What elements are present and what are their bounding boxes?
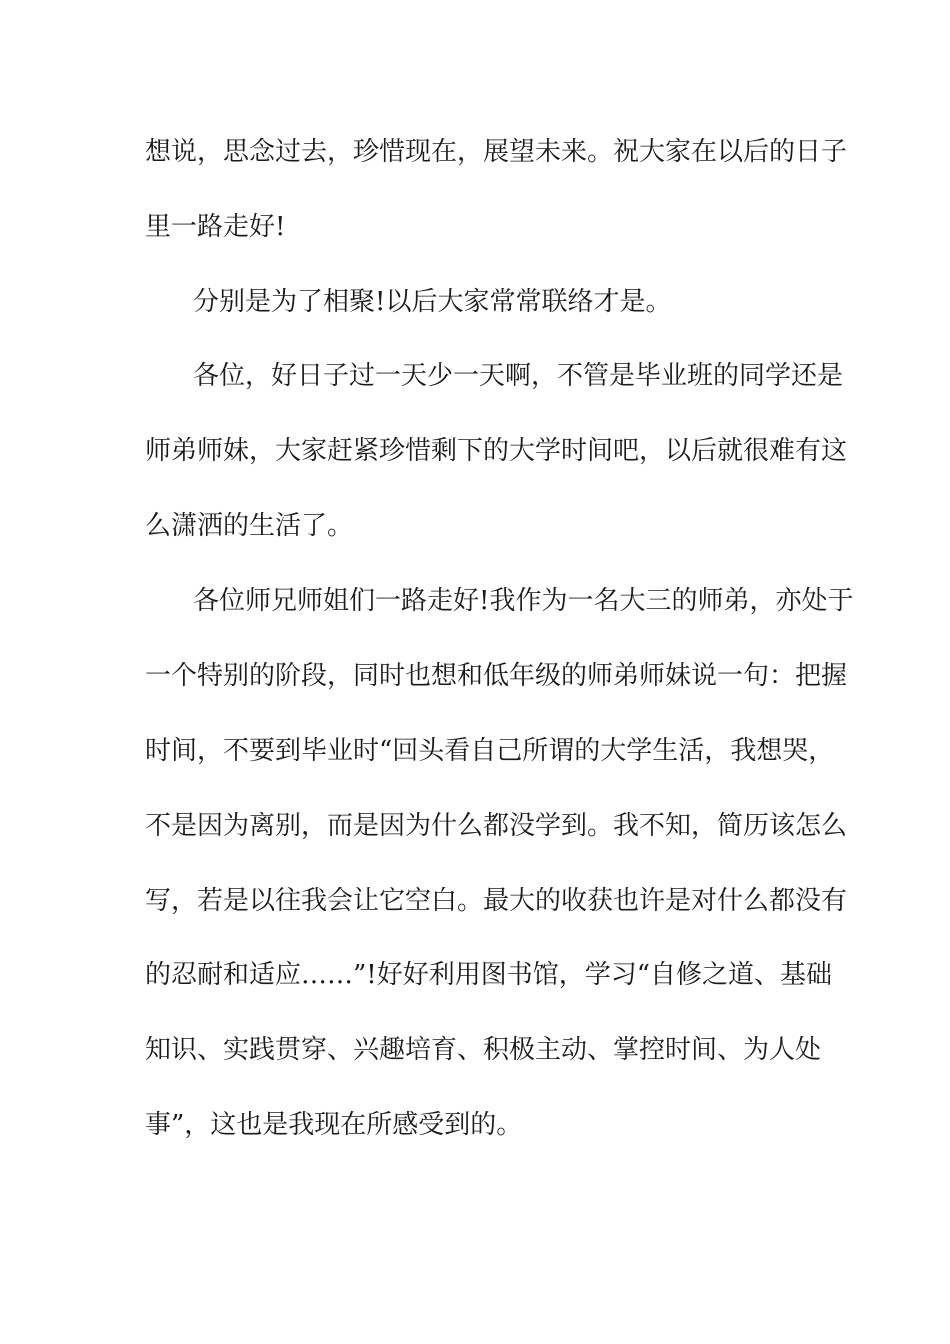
paragraph-first-line: 各位师兄师姐们一路走好!我作为一名大三的师弟，亦处于	[193, 586, 854, 616]
text-line: 么潇洒的生活了。	[145, 511, 354, 541]
text-line: 一个特别的阶段，同时也想和低年级的师弟师妹说一句：把握	[145, 661, 848, 691]
text-line: 时间，不要到毕业时“回头看自己所谓的大学生活，我想哭，	[145, 736, 835, 766]
text-line: 师弟师妹，大家赶紧珍惜剩下的大学时间吧，以后就很难有这	[145, 436, 848, 466]
text-line: 事”，这也是我现在所感受到的。	[145, 1110, 523, 1140]
paragraph-first-line: 各位，好日子过一天少一天啊，不管是毕业班的同学还是	[193, 361, 844, 391]
text-line: 知识、实践贯穿、兴趣培育、积极主动、掌控时间、为人处	[145, 1035, 822, 1065]
text-line: 不是因为离别，而是因为什么都没学到。我不知，简历该怎么	[145, 811, 848, 841]
text-line: 的忍耐和适应……”!好好利用图书馆，学习“自修之道、基础	[145, 960, 833, 990]
text-line: 写，若是以往我会让它空白。最大的收获也许是对什么都没有	[145, 886, 848, 916]
text-line: 里一路走好!	[145, 212, 286, 242]
paragraph-first-line: 分别是为了相聚!以后大家常常联络才是。	[193, 287, 672, 317]
text-line: 想说，思念过去，珍惜现在，展望未来。祝大家在以后的日子	[145, 137, 848, 167]
